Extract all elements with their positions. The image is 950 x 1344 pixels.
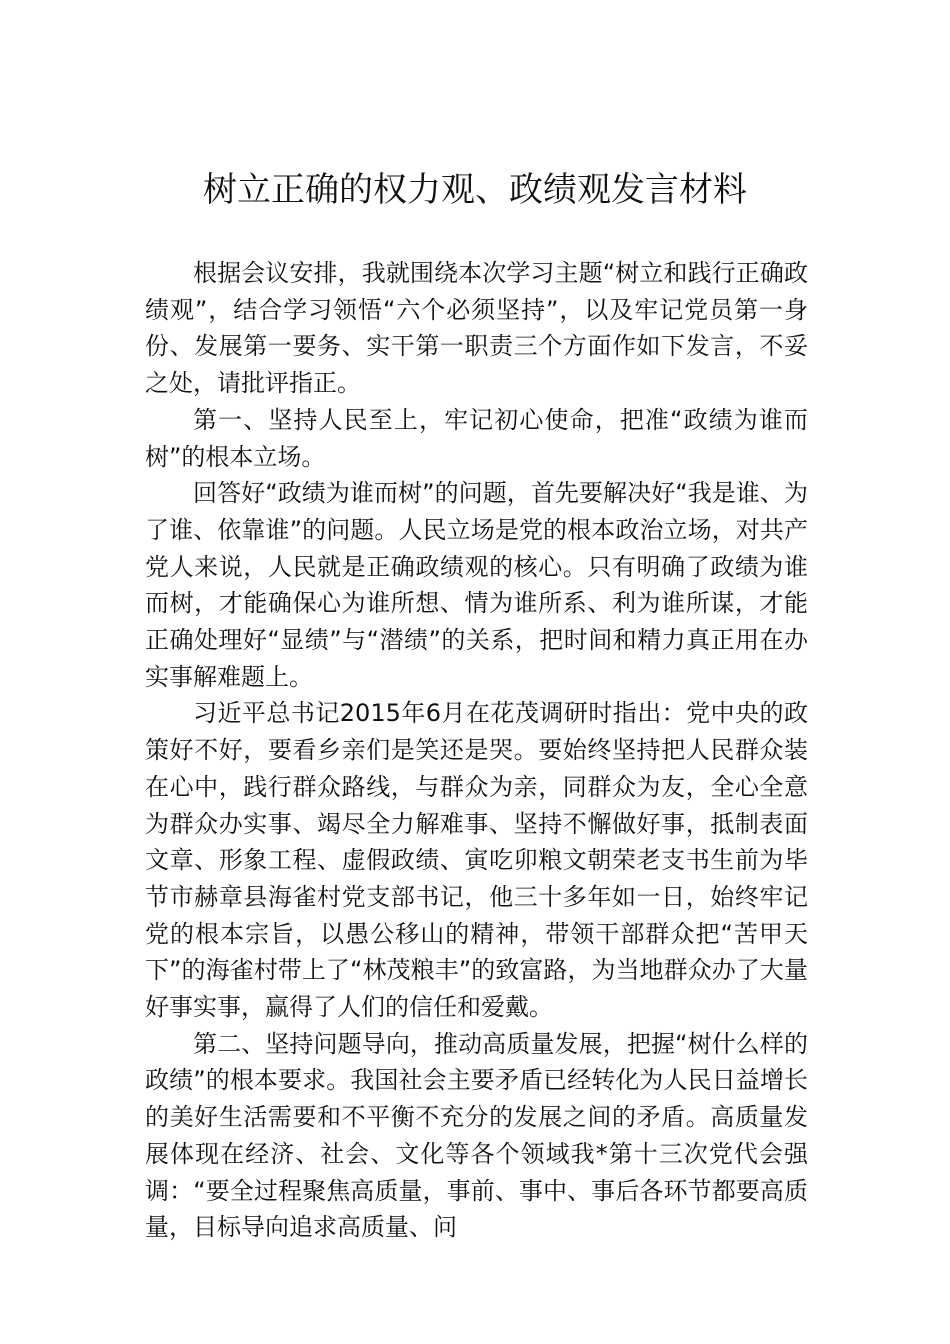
paragraph-section-one-heading: 第一、坚持人民至上，牢记初心使命，把准“政绩为谁而树”的根本立场。 — [145, 405, 808, 471]
paragraph-intro: 根据会议安排，我就围绕本次学习主题“树立和践行正确政绩观”，结合学习领悟“六个必须坚持”，以及牢记党员第一身份、发展第一要务、实干第一职责三个方面作如下发言，不妥之处，请批评指正。 — [145, 259, 808, 398]
paragraph-section-two: 第二、坚持问题导向，推动高质量发展，把握“树什么样的政绩”的根本要求。我国社会主要矛盾已经转化为人民日益增长的美好生活需要和不平衡不充分的发展之间的矛盾。高质量发展体现在经济、社会、文化等各个领域我*第十三次党代会强调：“要全过程聚焦高质量，事前、事中、事后各环节都要高质量，目标导向追求高质量、问 — [145, 1029, 808, 1242]
document-body — [145, 255, 808, 1246]
paragraph-section-one-example: 习近平总书记2015年6月在花茂调研时指出：党中央的政策好不好，要看乡亲们是笑还是哭。要始终坚持把人民群众装在心中，践行群众路线，与群众为亲，同群众为友，全心全意为群众办实事、竭尽全力解难事、坚持不懈做好事，抵制表面文章、形象工程、虚假政绩、寅吃卯粮文朝荣老支书生前为毕节市赫章县海雀村党支部书记，他三十多年如一日，始终牢记党的根本宗旨，以愚公移山的精神，带领干部群众把“苦甲天下”的海雀村带上了“林茂粮丰”的致富路，为当地群众办了大量好事实事，赢得了人们的信任和爱戴。 — [145, 699, 808, 1022]
document-title: 树立正确的权力观、政绩观发言材料 — [203, 170, 747, 210]
paragraph-section-one-body: 回答好“政绩为谁而树”的问题，首先要解决好“我是谁、为了谁、依靠谁”的问题。人民立场是党的根本政治立场，对共产党人来说，人民就是正确政绩观的核心。只有明确了政绩为谁而树，才能确保心为谁所想、情为谁所系、利为谁所谋，才能正确处理好“显绩”与“潜绩”的关系，把时间和精力真正用在办实事解难题上。 — [145, 479, 808, 691]
